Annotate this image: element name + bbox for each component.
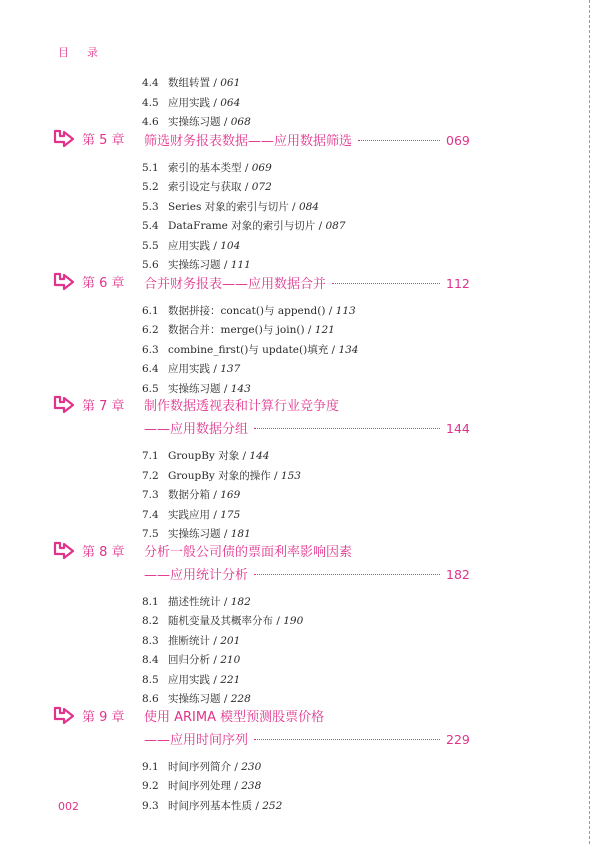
section-number: 6.2	[142, 324, 159, 336]
section-page-number: 228	[230, 693, 251, 705]
dot-leader	[254, 428, 440, 429]
chapter-title: 合并财务报表——应用数据合并	[144, 276, 327, 292]
section-number: 8.6	[142, 693, 159, 705]
toc-section-entry[interactable]	[142, 239, 240, 253]
section-title: 索引设定与获取 /	[168, 181, 252, 193]
toc-section-entry[interactable]	[142, 634, 240, 648]
page-edge-dashed-border	[589, 0, 590, 844]
toc-section-entry[interactable]	[142, 614, 303, 628]
chapter-number: 第 8 章	[82, 544, 125, 560]
section-page-number: 190	[283, 615, 304, 627]
page-number: 002	[58, 800, 79, 813]
section-title: 应用实践 /	[168, 96, 221, 109]
section-title: Series 对象的索引与切片 /	[168, 200, 299, 213]
chapter-page-number: 182	[446, 566, 470, 582]
section-page-number: 169	[220, 489, 241, 501]
section-number: 6.3	[142, 343, 159, 356]
chapter-arrow-icon	[52, 272, 78, 294]
section-title: 数据拼接：concat()与 append() /	[168, 304, 336, 317]
toc-section-entry[interactable]	[142, 653, 240, 667]
section-number: 6.4	[142, 363, 159, 375]
section-number: 5.5	[142, 239, 159, 252]
toc-section-entry[interactable]	[142, 161, 272, 175]
section-title: 回归分析 /	[168, 654, 221, 666]
toc-section-entry[interactable]	[142, 799, 282, 813]
section-page-number: 061	[220, 77, 241, 89]
section-title: GroupBy 对象 /	[168, 450, 250, 462]
dot-leader	[254, 739, 440, 740]
toc-chapter-entry[interactable]	[52, 275, 472, 295]
chapter-number: 第 6 章	[82, 275, 125, 291]
section-page-number: 238	[241, 780, 262, 792]
dot-leader	[358, 140, 440, 141]
section-page-number: 104	[220, 239, 241, 252]
chapter-page-number: 069	[446, 132, 470, 148]
section-page-number: 068	[230, 116, 251, 128]
section-number: 5.2	[142, 181, 159, 193]
section-title: 数组转置 /	[168, 77, 221, 89]
chapter-title: 分析一般公司债的票面利率影响因素	[144, 544, 353, 560]
section-number: 8.2	[142, 615, 159, 627]
section-title: 推断统计 /	[168, 634, 221, 647]
chapter-title: 制作数据透视表和计算行业竞争度	[144, 399, 340, 414]
toc-chapter-entry[interactable]	[52, 544, 472, 586]
toc-section-entry[interactable]	[142, 469, 301, 483]
section-page-number: 221	[220, 673, 241, 686]
section-number: 8.3	[142, 634, 159, 647]
section-title: 实操练习题 /	[168, 382, 231, 395]
header-title-part1: 目	[58, 46, 69, 59]
section-page-number: 069	[251, 161, 272, 174]
section-title: DataFrame 对象的索引与切片 /	[168, 220, 326, 232]
section-number: 4.4	[142, 77, 159, 89]
section-page-number: 072	[251, 181, 272, 193]
section-number: 9.2	[142, 780, 159, 792]
section-page-number: 087	[325, 220, 346, 232]
toc-section-entry[interactable]	[142, 508, 240, 522]
section-number: 6.5	[142, 382, 159, 395]
section-title: 应用实践 /	[168, 239, 221, 252]
section-page-number: 134	[338, 343, 359, 356]
toc-section-entry[interactable]	[142, 362, 240, 376]
section-number: 4.6	[142, 116, 159, 128]
header-title-part2: 录	[87, 46, 98, 59]
toc-section-entry[interactable]	[142, 115, 251, 129]
section-title: 应用实践 /	[168, 673, 221, 686]
section-page-number: 143	[230, 382, 251, 395]
toc-section-entry[interactable]	[142, 779, 261, 793]
section-number: 7.2	[142, 469, 159, 482]
chapter-page-number: 144	[446, 421, 470, 436]
section-number: 7.3	[142, 489, 159, 501]
section-title: 实操练习题 /	[168, 528, 231, 540]
section-number: 8.5	[142, 673, 159, 686]
section-page-number: 121	[314, 324, 335, 336]
section-title: GroupBy 对象的操作 /	[168, 469, 281, 482]
section-page-number: 144	[249, 450, 270, 462]
section-title: 时间序列简介 /	[168, 760, 242, 773]
section-number: 4.5	[142, 96, 159, 109]
toc-section-entry[interactable]	[142, 304, 356, 318]
section-title: 随机变量及其概率分布 /	[168, 615, 284, 627]
toc-section-entry[interactable]	[142, 760, 261, 774]
dot-leader	[254, 574, 440, 575]
toc-section-entry[interactable]	[142, 343, 358, 357]
chapter-page-number: 229	[446, 731, 470, 747]
chapter-number: 第 7 章	[82, 399, 125, 414]
chapter-title: 使用 ARIMA 模型预测股票价格	[144, 709, 325, 725]
chapter-page-number: 112	[446, 275, 470, 291]
section-title: 数据合并：merge()与 join() /	[168, 324, 315, 336]
chapter-arrow-icon	[52, 706, 78, 728]
section-page-number: 111	[230, 259, 251, 271]
toc-section-entry[interactable]	[142, 323, 335, 337]
toc-section-entry[interactable]	[142, 527, 251, 541]
section-title: 时间序列处理 /	[168, 780, 242, 792]
toc-section-entry[interactable]	[142, 180, 272, 194]
chapter-arrow-icon	[52, 129, 78, 151]
chapter-number: 第 5 章	[82, 132, 125, 148]
section-page-number: 252	[262, 799, 283, 812]
section-title: 描述性统计 /	[168, 595, 231, 608]
chapter-title: 筛选财务报表数据——应用数据筛选	[144, 133, 353, 149]
toc-section-entry[interactable]	[142, 673, 240, 687]
section-number: 6.1	[142, 304, 159, 317]
section-title: 实操练习题 /	[168, 116, 231, 128]
toc-section-entry[interactable]	[142, 382, 251, 396]
chapter-subtitle: ——应用时间序列	[144, 732, 249, 748]
section-number: 5.1	[142, 161, 159, 174]
dot-leader	[332, 283, 440, 284]
section-page-number: 181	[230, 528, 251, 540]
toc-section-entry[interactable]	[142, 488, 240, 502]
section-page-number: 084	[298, 200, 319, 213]
section-number: 7.4	[142, 508, 159, 521]
toc-section-entry[interactable]	[142, 449, 269, 463]
chapter-subtitle: ——应用统计分析	[144, 567, 249, 583]
toc-section-entry[interactable]	[142, 200, 319, 214]
toc-section-entry[interactable]	[142, 76, 240, 90]
section-number: 7.1	[142, 450, 159, 462]
section-title: 应用实践 /	[168, 363, 221, 375]
toc-section-entry[interactable]	[142, 692, 251, 706]
toc-section-entry[interactable]	[142, 258, 251, 272]
section-number: 5.4	[142, 220, 159, 232]
toc-section-entry[interactable]	[142, 219, 346, 233]
chapter-arrow-icon	[52, 395, 78, 417]
chapter-number: 第 9 章	[82, 709, 125, 725]
section-number: 5.6	[142, 259, 159, 271]
page-header	[58, 44, 98, 60]
section-page-number: 182	[230, 595, 251, 608]
section-number: 8.4	[142, 654, 159, 666]
section-title: 实践应用 /	[168, 508, 221, 521]
chapter-arrow-icon	[52, 541, 78, 563]
section-page-number: 230	[241, 760, 262, 773]
section-page-number: 201	[220, 634, 241, 647]
section-title: 实操练习题 /	[168, 693, 231, 705]
section-page-number: 064	[220, 96, 241, 109]
section-title: 实操练习题 /	[168, 259, 231, 271]
toc-chapter-entry[interactable]	[52, 709, 472, 751]
toc-section-entry[interactable]	[142, 595, 251, 609]
section-number: 9.1	[142, 760, 159, 773]
toc-chapter-entry[interactable]	[52, 132, 472, 152]
section-title: 数据分箱 /	[168, 489, 221, 501]
chapter-subtitle: ——应用数据分组	[144, 422, 249, 437]
section-title: 索引的基本类型 /	[168, 161, 252, 174]
section-title: 时间序列基本性质 /	[168, 799, 263, 812]
section-page-number: 175	[220, 508, 241, 521]
toc-section-entry[interactable]	[142, 96, 240, 110]
section-page-number: 113	[335, 304, 356, 317]
section-number: 5.3	[142, 200, 159, 213]
section-page-number: 153	[280, 469, 301, 482]
section-page-number: 210	[220, 654, 241, 666]
section-title: combine_first()与 update()填充 /	[168, 343, 339, 356]
section-number: 8.1	[142, 595, 159, 608]
section-number: 7.5	[142, 528, 159, 540]
toc-chapter-entry[interactable]	[52, 398, 472, 440]
section-page-number: 137	[220, 363, 241, 375]
section-number: 9.3	[142, 799, 159, 812]
